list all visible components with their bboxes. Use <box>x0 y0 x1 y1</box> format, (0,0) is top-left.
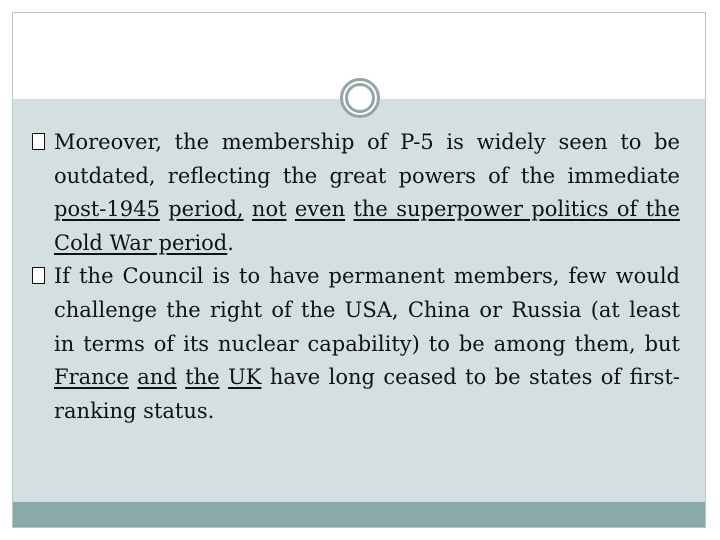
divider-circle-inner <box>345 83 375 113</box>
text-segment <box>287 197 295 221</box>
underlined-text: even <box>294 197 346 222</box>
bullet-list <box>32 126 680 428</box>
underlined-text: UK <box>228 365 262 390</box>
bullet-item <box>32 260 680 428</box>
text-segment: have long ceased to be states of first-ranking status. <box>54 365 680 423</box>
text-segment: . <box>227 230 234 255</box>
underlined-text: the <box>185 365 220 390</box>
underlined-text: and <box>137 365 177 390</box>
bullet-text <box>54 264 680 422</box>
text-segment <box>220 365 228 389</box>
underlined-text: period, <box>168 197 244 222</box>
underlined-text: not <box>251 197 287 222</box>
bullet-box-icon <box>32 133 45 150</box>
text-segment: Moreover, the membership of P-5 is widely seen to be outdated, reflecting the great powers of the immediate <box>54 130 680 188</box>
text-segment: If the Council is to have permanent members, few would challenge the right of the USA, China or Russia (at least in terms of its nuclear capability) to be among them, but <box>54 264 680 356</box>
bullet-text <box>54 130 680 255</box>
underlined-text: post-1945 <box>54 197 160 222</box>
text-segment <box>177 365 185 389</box>
bullet-item <box>32 126 680 260</box>
underlined-text: France <box>54 365 129 390</box>
text-segment <box>160 197 168 221</box>
text-segment <box>244 197 252 221</box>
underlined-text: the superpower politics of the Cold War period <box>54 197 680 255</box>
bullet-box-icon <box>32 267 45 284</box>
